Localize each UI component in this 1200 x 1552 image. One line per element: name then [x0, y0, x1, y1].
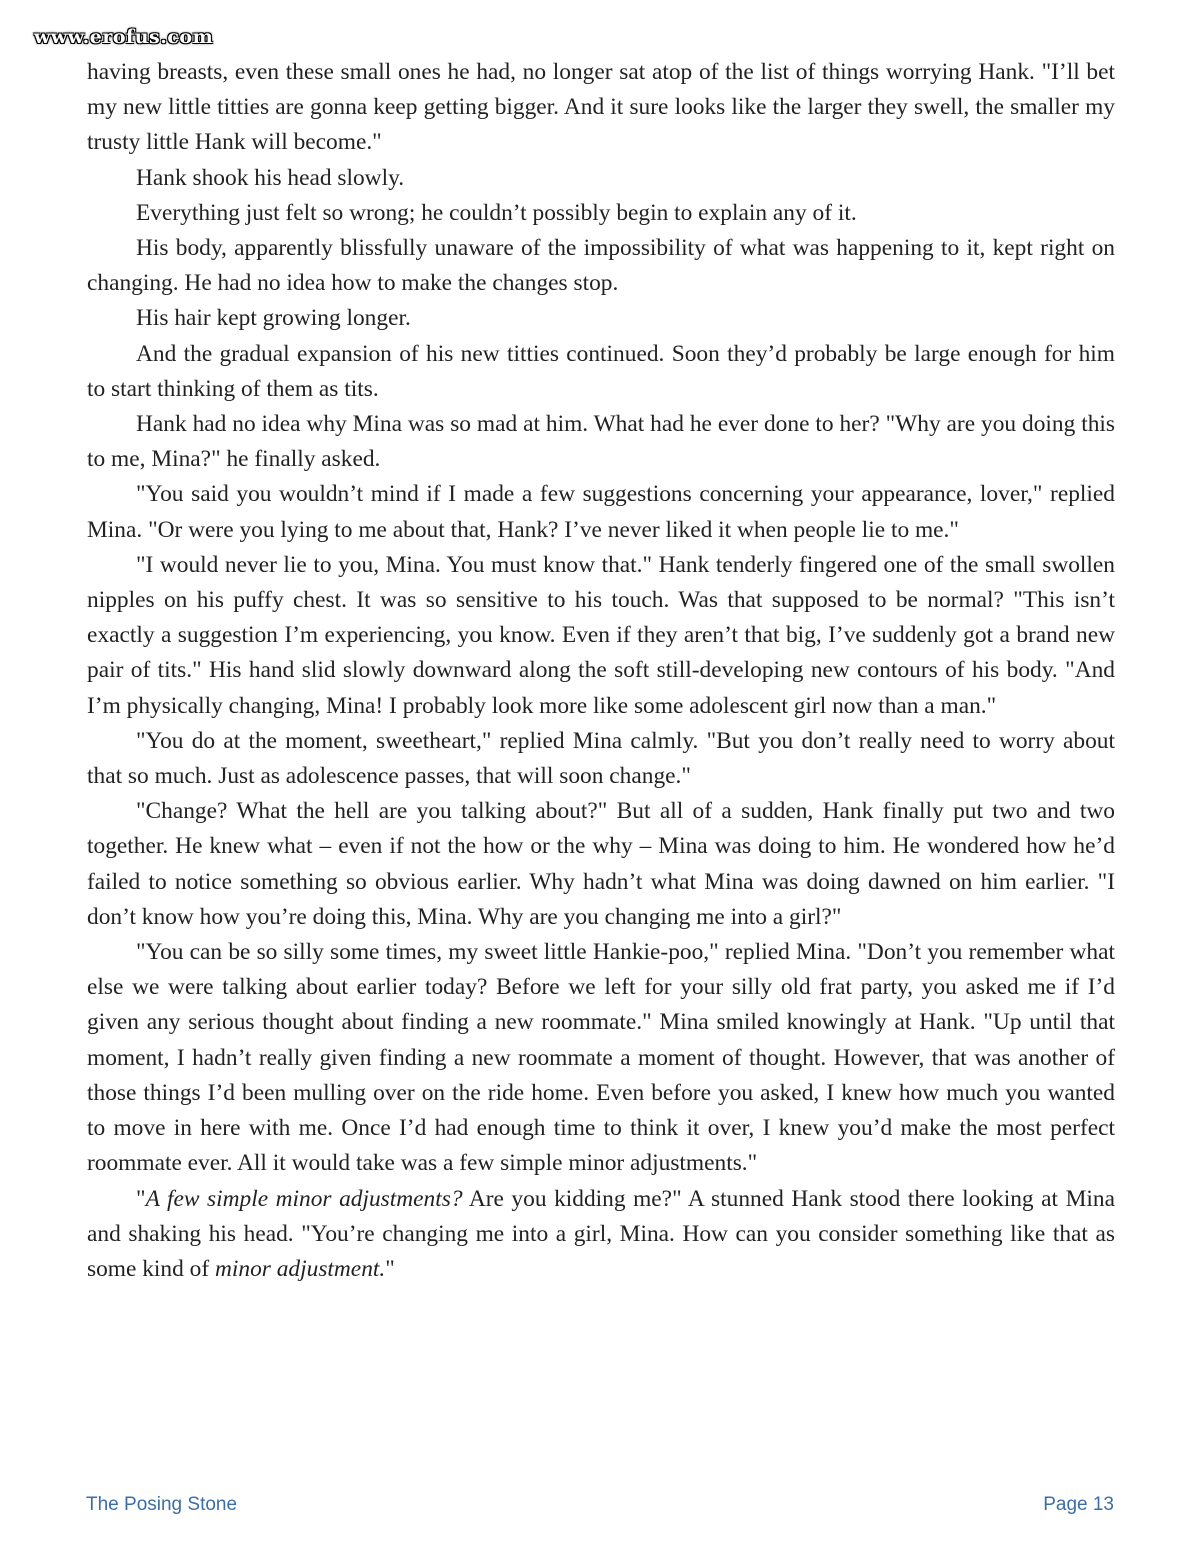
- italic-phrase: A few simple minor adjustments?: [145, 1185, 463, 1212]
- paragraph-continuation: having breasts, even these small ones he had, no longer sat atop of the list of things worrying Hank. "I’ll bet my new little titties are gonna keep getting bigger. And it sure looks like the larger they swell, the smaller my trusty little Hank will become.": [87, 59, 1115, 156]
- paragraph: His hair kept growing longer.: [136, 305, 411, 332]
- paragraph-text: Are you kidding me?" A stunned Hank stood there looking at Mina and shaking his head. "You’re changing me into a girl, Mina. How can you consider something like that as some kind of: [87, 1185, 1115, 1282]
- paragraph: "You do at the moment, sweetheart," replied Mina calmly. "But you don’t really need to worry about that so much. Just as adolescence passes, that will soon change.": [87, 727, 1115, 790]
- paragraph: Hank had no idea why Mina was so mad at him. What had he ever done to her? "Why are you doing this to me, Mina?" he finally asked.: [87, 411, 1115, 473]
- paragraph: Everything just felt so wrong; he couldn’t possibly begin to explain any of it.: [136, 199, 857, 226]
- paragraph: And the gradual expansion of his new titties continued. Soon they’d probably be large enough for him to start thinking of them as tits.: [87, 340, 1115, 402]
- paragraph: "I would never lie to you, Mina. You must know that." Hank tenderly fingered one of the small swollen nipples on his puffy chest. It was so sensitive to his touch. Was that supposed to be normal? "This isn’t exactly a suggestion I’m experiencing, you know. Even if they aren’t that big, I’ve suddenly got a brand new pair of tits." His hand slid slowly downward along the soft still-developing new contours of his body. "And I’m physically changing, Mina! I probably look more like some adolescent girl now than a man.": [87, 551, 1115, 719]
- paragraph-last: [87, 1182, 1115, 1288]
- paragraph: "You can be so silly some times, my sweet little Hankie-poo," replied Mina. "Don’t you remember what else we were talking about earlier today? Before we left for your silly old frat party, you asked me if I’d given any serious thought about finding a new roommate." Mina smiled knowingly at Hank. "Up until that moment, I hadn’t really given finding a new roommate a moment of thought. However, that was another of those things I’d been mulling over on the ride home. Even before you asked, I knew how much you wanted to move in here with me. Once I’d had enough time to think it over, I knew you’d make the most perfect roommate ever. All it would take was a few simple minor adjustments.": [87, 939, 1115, 1177]
- watermark: www.erofus.com: [34, 26, 214, 48]
- footer-page-number: Page 13: [1043, 1494, 1114, 1515]
- paragraph: His body, apparently blissfully unaware of the impossibility of what was happening to it, kept right on changing. He had no idea how to make the changes stop.: [87, 235, 1115, 297]
- paragraph: "Change? What the hell are you talking about?" But all of a sudden, Hank finally put two and two together. He knew what – even if not the how or the why – Mina was doing to him. He wondered how he’d failed to notice something so obvious earlier. Why hadn’t what Mina was doing dawned on him earlier. "I don’t know how you’re doing this, Mina. Why are you changing me into a girl?": [87, 798, 1115, 930]
- paragraph: "You said you wouldn’t mind if I made a few suggestions concerning your appearance, lover," replied Mina. "Or were you lying to me about that, Hank? I’ve never liked it when people lie to me.": [87, 481, 1115, 543]
- paragraph: Hank shook his head slowly.: [136, 164, 405, 191]
- page-body: [87, 55, 1115, 1287]
- footer-book-title: The Posing Stone: [86, 1494, 238, 1515]
- quote-mark: ": [136, 1185, 146, 1212]
- italic-phrase: minor adjustment.: [215, 1255, 386, 1282]
- quote-mark: ": [385, 1255, 395, 1282]
